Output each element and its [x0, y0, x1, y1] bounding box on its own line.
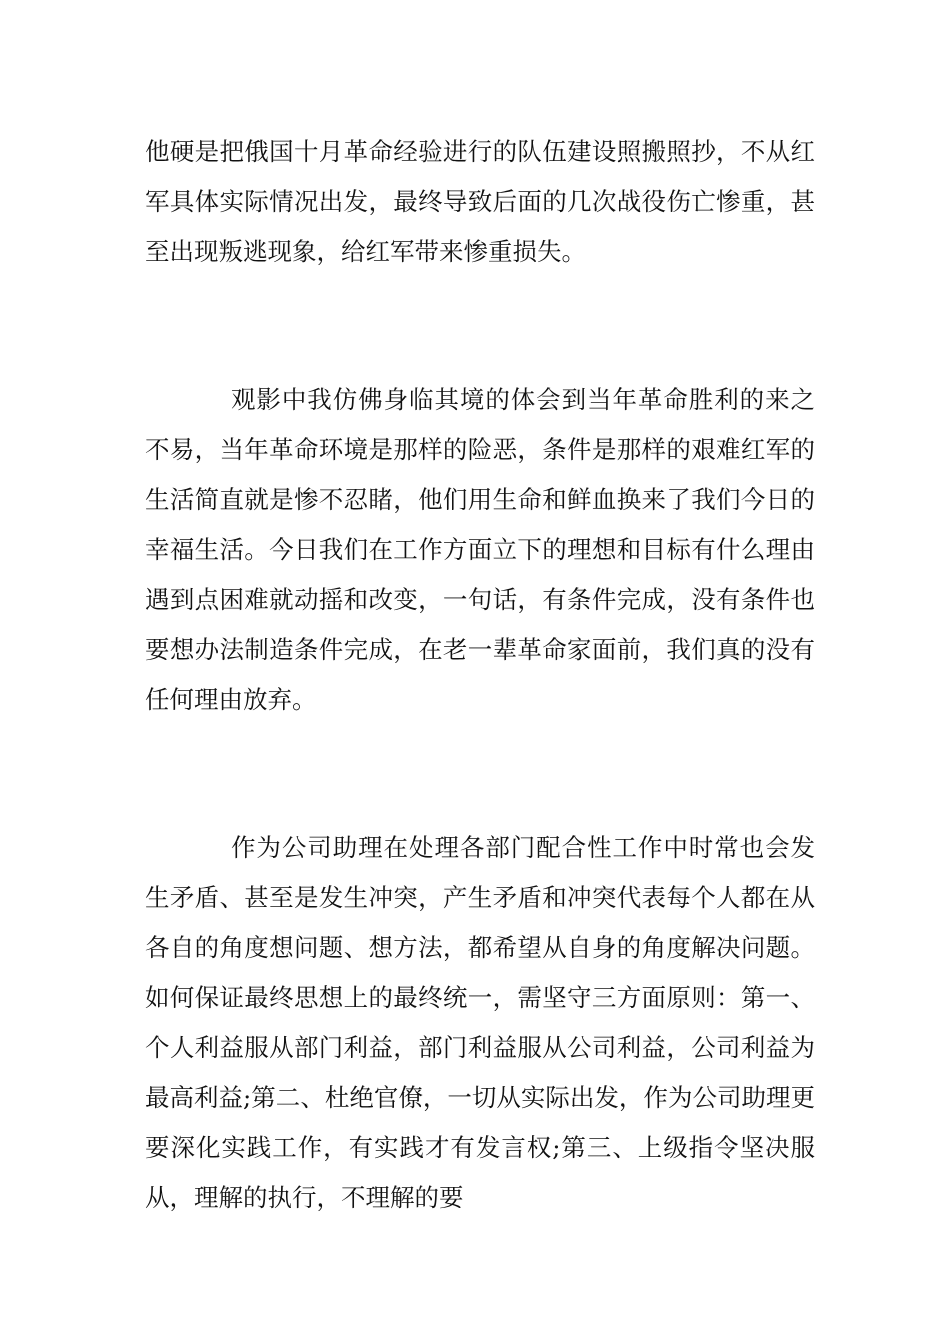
paragraph-1: 他硬是把俄国十月革命经验进行的队伍建设照搬照抄，不从红军具体实际情况出发，最终导致后面的几次战役伤亡惨重，甚至出现叛逃现象，给红军带来惨重损失。 — [145, 137, 815, 266]
paragraph-3: 作为公司助理在处理各部门配合性工作中时常也会发生矛盾、甚至是发生冲突，产生矛盾和冲突代表每个人都在从各自的角度想问题、想方法，都希望从自身的角度解决问题。如何保证最终思想上的最终统一，需坚守三方面原则：第一、个人利益服从部门利益，部门利益服从公司利益，公司利益为最高利益;第二、杜绝官僚，一切从实际出发，作为公司助理更要深化实践工作，有实践才有发言权;第三、上级指令坚决服从，理解的执行，不理解的要 — [145, 833, 815, 1212]
paragraph-2: 观影中我仿佛身临其境的体会到当年革命胜利的来之不易，当年革命环境是那样的险恶，条件是那样的艰难红军的生活简直就是惨不忍睹，他们用生命和鲜血换来了我们今日的幸福生活。今日我们在工作方面立下的理想和目标有什么理由遇到点困难就动摇和改变，一句话，有条件完成，没有条件也要想办法制造条件完成，在老一辈革命家面前，我们真的没有任何理由放弃。 — [145, 385, 815, 714]
